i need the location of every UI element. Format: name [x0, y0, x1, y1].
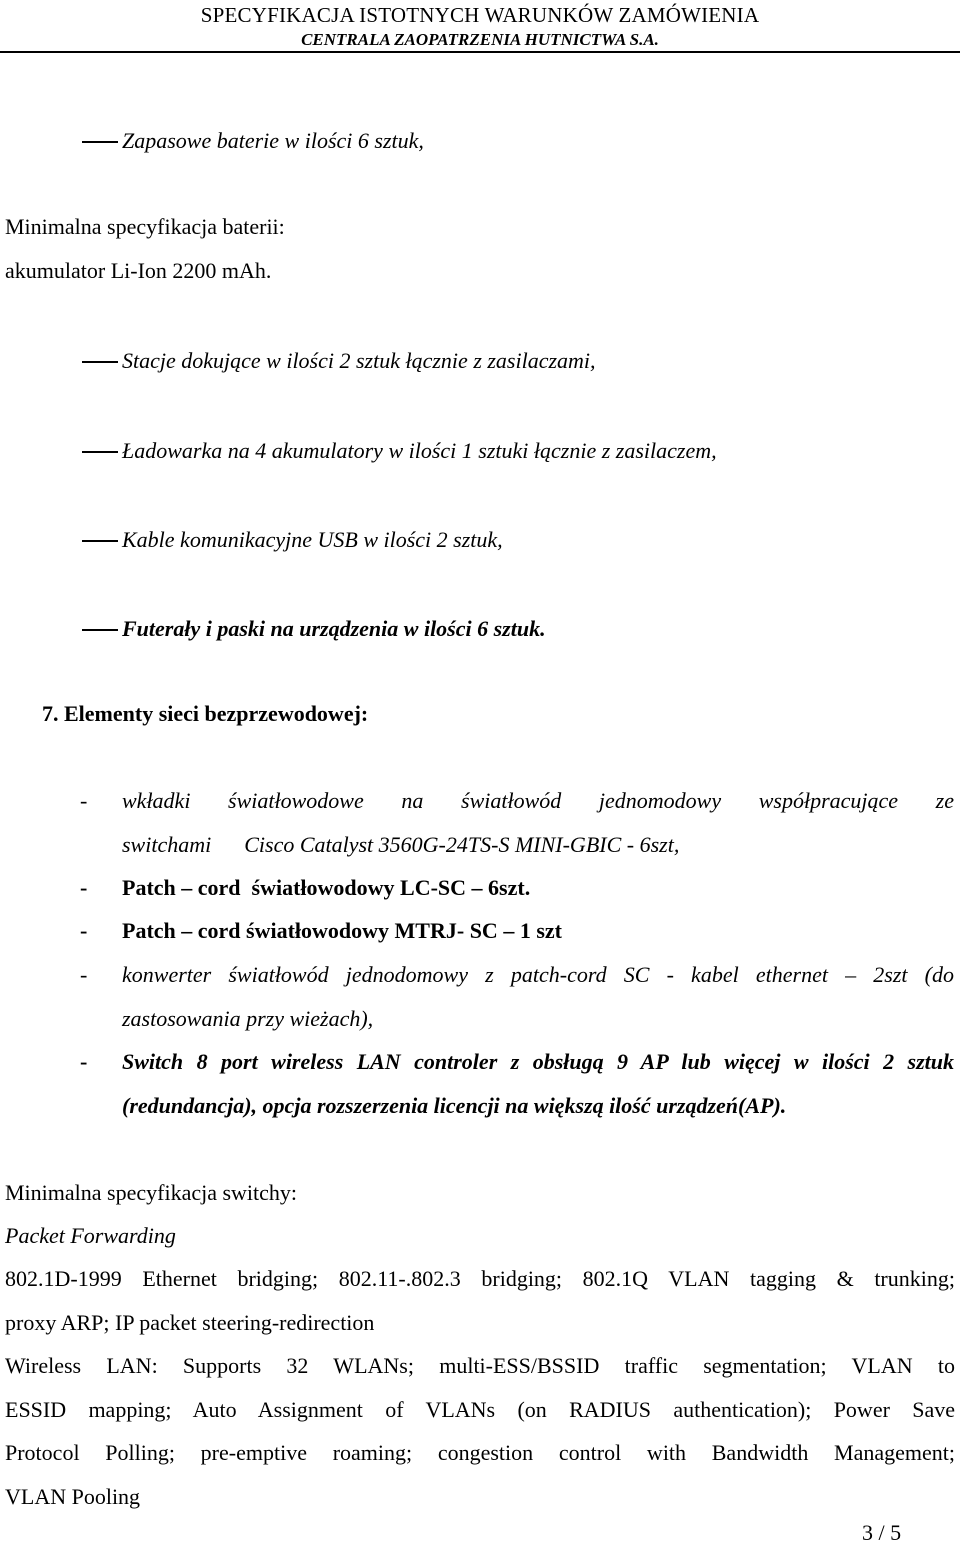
packet-forwarding-line2: proxy ARP; IP packet steering-redirection: [5, 1310, 375, 1335]
list-dash: [82, 141, 118, 143]
list-item-usb-cables: Kable komunikacyjne USB w ilości 2 sztuk,: [122, 527, 503, 552]
section-heading: 7. Elementy sieci bezprzewodowej:: [42, 701, 369, 726]
header-divider: [0, 51, 960, 53]
wireless-lan-line4: VLAN Pooling: [5, 1484, 141, 1509]
list-item-spare-batteries: Zapasowe baterie w ilości 6 sztuk,: [122, 128, 424, 153]
item-marker: -: [80, 875, 88, 900]
packet-forwarding-line1: 802.1D-1999 Ethernet bridging; 802.11-.802.3 bridging; 802.1Q VLAN tagging & trunking;: [5, 1266, 955, 1291]
item-converter-line2: zastosowania przy wieżach),: [122, 1006, 374, 1031]
document-header-company: CENTRALA ZAOPATRZENIA HUTNICTWA S.A.: [301, 30, 659, 49]
battery-spec-heading: Minimalna specyfikacja baterii:: [5, 214, 285, 239]
list-dash: [82, 361, 118, 363]
document-header-title: SPECYFIKACJA ISTOTNYCH WARUNKÓW ZAMÓWIENIA: [200, 3, 760, 27]
list-item-charger: Ładowarka na 4 akumulatory w ilości 1 sztuki łącznie z zasilaczem,: [122, 438, 717, 463]
list-dash: [82, 629, 118, 631]
wireless-lan-line2: ESSID mapping; Auto Assignment of VLANs (on RADIUS authentication); Power Save: [5, 1397, 955, 1422]
item-sfp-modules-line1: wkładki światłowodowe na światłowód jednomodowy współpracujące ze: [122, 788, 954, 813]
list-dash: [82, 451, 118, 453]
switch-spec-heading: Minimalna specyfikacja switchy:: [5, 1180, 298, 1205]
item-patch-cord-mtrj: Patch – cord światłowodowy MTRJ- SC – 1 szt: [122, 918, 562, 943]
list-item-docking-stations: Stacje dokujące w ilości 2 sztuk łącznie z zasilaczami,: [122, 348, 596, 373]
item-marker: -: [80, 918, 88, 943]
page-number: 3 / 5: [862, 1520, 902, 1545]
item-marker: -: [80, 788, 88, 813]
list-item-cases-straps: Futerały i paski na urządzenia w ilości 6 sztuk.: [122, 616, 546, 641]
item-sfp-modules-line2: switchami Cisco Catalyst 3560G-24TS-S MINI-GBIC - 6szt,: [122, 832, 680, 857]
wireless-lan-line3: Protocol Polling; pre-emptive roaming; congestion control with Bandwidth Management;: [5, 1440, 955, 1465]
item-switch-line1: Switch 8 port wireless LAN controler z obsługą 9 AP lub więcej w ilości 2 sztuk: [122, 1049, 954, 1074]
battery-spec-value: akumulator Li-Ion 2200 mAh.: [5, 258, 272, 283]
item-switch-line2: (redundancja), opcja rozszerzenia licencji na większą ilość urządzeń(AP).: [122, 1093, 787, 1118]
switch-spec-subheading: Packet Forwarding: [5, 1223, 176, 1248]
wireless-lan-line1: Wireless LAN: Supports 32 WLANs; multi-ESS/BSSID traffic segmentation; VLAN to: [5, 1353, 955, 1378]
item-converter-line1: konwerter światłowód jednodomowy z patch-cord SC - kabel ethernet – 2szt (do: [122, 962, 954, 987]
list-dash: [82, 540, 118, 542]
item-marker: -: [80, 962, 88, 987]
item-marker: -: [80, 1049, 88, 1074]
item-patch-cord-lc-sc: Patch – cord światłowodowy LC-SC – 6szt.: [122, 875, 531, 900]
